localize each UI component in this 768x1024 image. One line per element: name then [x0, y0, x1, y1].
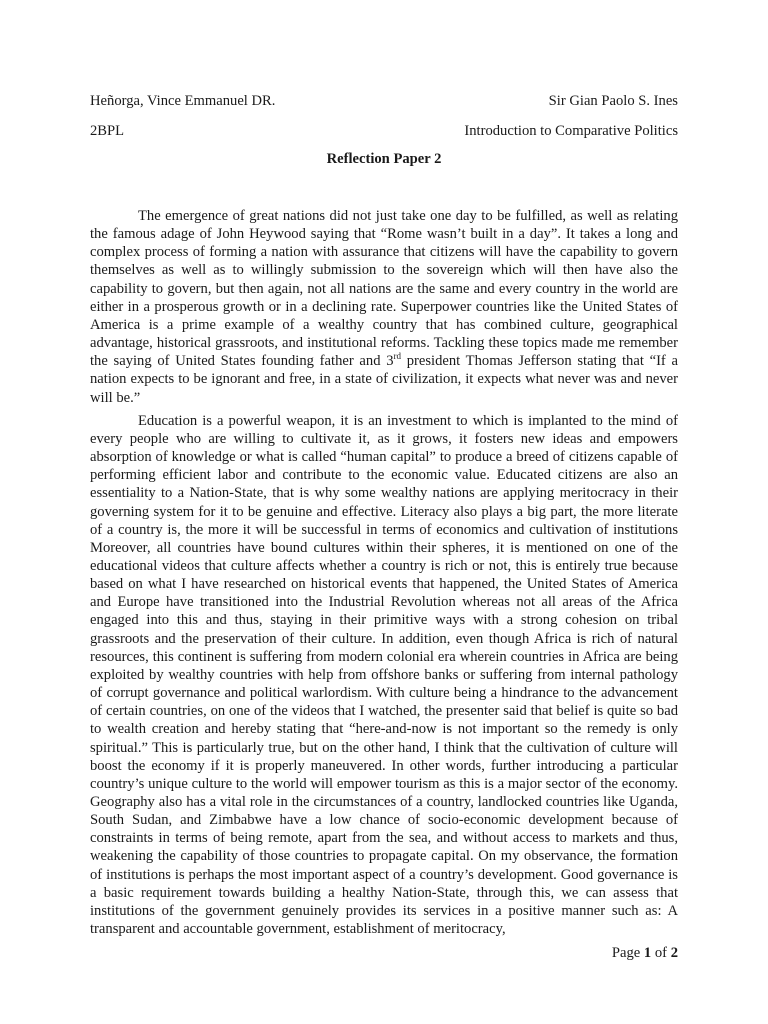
- paragraph-2: Education is a powerful weapon, it is an investment to which is implanted to the mind of every people who are willing to cultivate it, as it grows, it fosters new ideas and empowers absorption of knowledge or what is called “human capital” to produce a breed of citizens capable of performing efficient labor and contribute to the economic value. Educated citizens are also an essentiality to a Nation-State, that is why some wealthy nations are applying meritocracy in their governing system for it to be genuine and effective. Literacy also plays a big part, the more literate of a country is, the more it will be successful in terms of economics and cultivation of institutions Moreover, all countries have bound cultures within their spheres, it is mentioned on one of the educational videos that culture affects whether a country is rich or not, this is entirely true because based on what I have researched on historical events that happened, the United States of America and Europe have transitioned into the Industrial Revolution whereas not all areas of the Africa engaged into this and thus, staying in their primitive ways with a strong cohesion on tribal grassroots and the preservation of their culture. In addition, even though Africa is rich of natural resources, this continent is suffering from modern colonial era wherein countries in Africa are being exploited by wealthy countries with help from offshore banks or suffering from internal pathology of corrupt governance and political warlordism. With culture being a hindrance to the advancement of certain countries, on one of the videos that I watched, the presenter said that belief is quite so bad to wealth creation and hereby stating that “here-and-now is not important so the remedy is only spiritual.” This is particularly true, but on the other hand, I think that the cultivation of culture will boost the economy if it is properly maneuvered. In other words, further introducing a particular country’s unique culture to the world will empower tourism as this is a major sector of the economy. Geography also has a vital role in the circumstances of a country, landlocked countries like Uganda, South Sudan, and Zimbabwe have a low chance of socio-economic development because of constraints in terms of being remote, apart from the sea, and without access to markets and thus, weakening the capability of those countries to propagate capital. On my observance, the formation of institutions is perhaps the most important aspect of a country’s development. Good governance is a basic requirement towards building a healthy Nation-State, through this, we can assess that institutions of the government genuinely provides its services in a positive manner such as: A transparent and accountable government, establishment of meritocracy,: [90, 412, 678, 938]
- author-name: Heñorga, Vince Emmanuel DR.: [90, 93, 276, 109]
- header-row-names: [90, 92, 678, 110]
- instructor-name: Sir Gian Paolo S. Ines: [548, 93, 678, 109]
- current-page: 1: [643, 945, 652, 961]
- paper-body: [90, 207, 678, 943]
- total-pages: 2: [670, 945, 678, 961]
- page-number: Page 1 of 2: [611, 945, 678, 961]
- section-code: 2BPL: [90, 123, 125, 139]
- course-name: Introduction to Comparative Politics: [464, 123, 678, 139]
- paper-title: Reflection Paper 2: [326, 151, 442, 167]
- paragraph-1: The emergence of great nations did not just take one day to be fulfilled, as well as relating the famous adage of John Heywood saying that “Rome wasn’t built in a day”. It takes a long and complex process of forming a nation with assurance that citizens will have the capability to govern themselves as well as to willingly submission to the sovereign which will then have also the capability to govern, but then again, not all nations are the same and every country in the world are either in a prosperous growth or in a declining rate. Superpower countries like the United States of America is a prime example of a wealthy country that has combined culture, geographical advantage, historical grassroots, and institutional reforms. Tackling these topics made me remember the saying of United States founding father and 3rd president Thomas Jefferson stating that “If a nation expects to be ignorant and free, in a state of civilization, it expects what never was and never will be.”: [90, 208, 678, 406]
- header-row-course: [90, 122, 678, 140]
